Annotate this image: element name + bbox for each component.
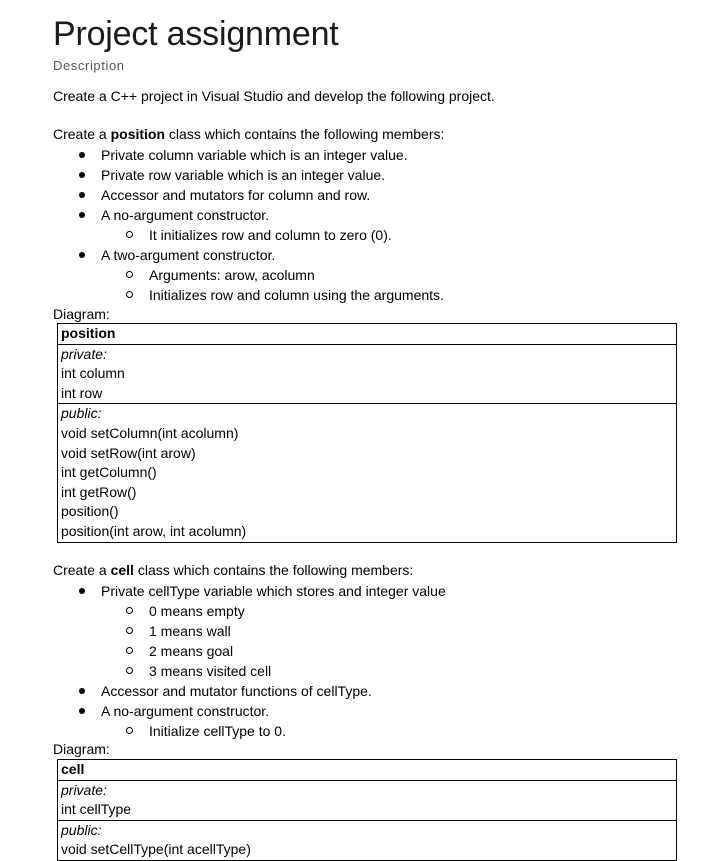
- private-label: private:: [61, 781, 107, 798]
- sub-list-item: It initializes row and column to zero (0).: [101, 225, 444, 245]
- cell-requirements-list: [53, 581, 446, 741]
- private-section: [58, 344, 676, 404]
- member-row: position(int arow, int acolumn): [61, 522, 247, 539]
- cell-lead-post: class which contains the following members:: [133, 562, 414, 578]
- list-item-text: A two-argument constructor.: [101, 247, 276, 263]
- list-item: [53, 581, 446, 681]
- document-subtitle: Description: [53, 58, 125, 73]
- cell-diagram-label: Diagram:: [53, 741, 110, 757]
- sub-list-item: 2 means goal: [101, 641, 446, 661]
- member-row: position(): [61, 503, 119, 520]
- position-lead-post: class which contains the following members:: [165, 126, 445, 142]
- class-name: cell: [61, 761, 85, 777]
- list-item: [53, 245, 444, 305]
- sub-list-item: 0 means empty: [101, 601, 446, 621]
- position-lead-classname: position: [110, 126, 166, 142]
- position-class-diagram: [57, 323, 677, 543]
- noarg-sublist: [101, 225, 444, 245]
- cell-lead-classname: cell: [110, 562, 134, 578]
- sub-list-item: Initialize cellType to 0.: [101, 721, 446, 741]
- celltype-values-sublist: [101, 601, 446, 681]
- public-label: public:: [61, 821, 102, 838]
- member-row: void setRow(int arow): [61, 444, 196, 461]
- sub-list-item: 1 means wall: [101, 621, 446, 641]
- document-title: Project assignment: [53, 15, 339, 53]
- member-row: int getRow(): [61, 483, 137, 500]
- cell-lead: [53, 561, 413, 579]
- public-section: [58, 820, 676, 860]
- cell-lead-pre: Create a: [53, 562, 111, 578]
- member-row: void setCellType(int acellType): [61, 841, 251, 858]
- sub-list-item: 3 means visited cell: [101, 661, 446, 681]
- list-item-text: Private cellType variable which stores and integer value: [101, 583, 446, 599]
- public-section: [58, 403, 676, 541]
- list-item: Private row variable which is an integer value.: [53, 165, 444, 185]
- cell-class-diagram: [57, 759, 677, 861]
- list-item: Private column variable which is an integer value.: [53, 145, 444, 165]
- class-name-section: [58, 324, 676, 344]
- sub-list-item: Arguments: arow, acolumn: [101, 265, 444, 285]
- list-item: Accessor and mutator functions of cellType.: [53, 681, 446, 701]
- public-label: public:: [61, 405, 102, 422]
- list-item: Accessor and mutators for column and row.: [53, 185, 444, 205]
- member-row: void setColumn(int acolumn): [61, 424, 239, 441]
- class-name: position: [61, 325, 116, 341]
- list-item-text: A no-argument constructor.: [101, 207, 270, 223]
- private-section: [58, 780, 676, 820]
- member-row: int row: [61, 384, 103, 401]
- cell-noarg-sublist: [101, 721, 446, 741]
- member-row: int column: [61, 365, 125, 382]
- member-row: int getColumn(): [61, 464, 157, 481]
- position-lead: [53, 125, 444, 143]
- list-item-text: A no-argument constructor.: [101, 703, 270, 719]
- position-lead-pre: Create a: [53, 126, 111, 142]
- list-item: [53, 701, 446, 741]
- member-row: int cellType: [61, 801, 132, 818]
- position-requirements-list: [53, 145, 444, 305]
- class-name-section: [58, 760, 676, 780]
- twoarg-sublist: [101, 265, 444, 305]
- list-item: [53, 205, 444, 245]
- sub-list-item: Initializes row and column using the arguments.: [101, 285, 444, 305]
- position-diagram-label: Diagram:: [53, 306, 110, 322]
- private-label: private:: [61, 345, 107, 362]
- intro-paragraph: Create a C++ project in Visual Studio and develop the following project.: [53, 88, 495, 104]
